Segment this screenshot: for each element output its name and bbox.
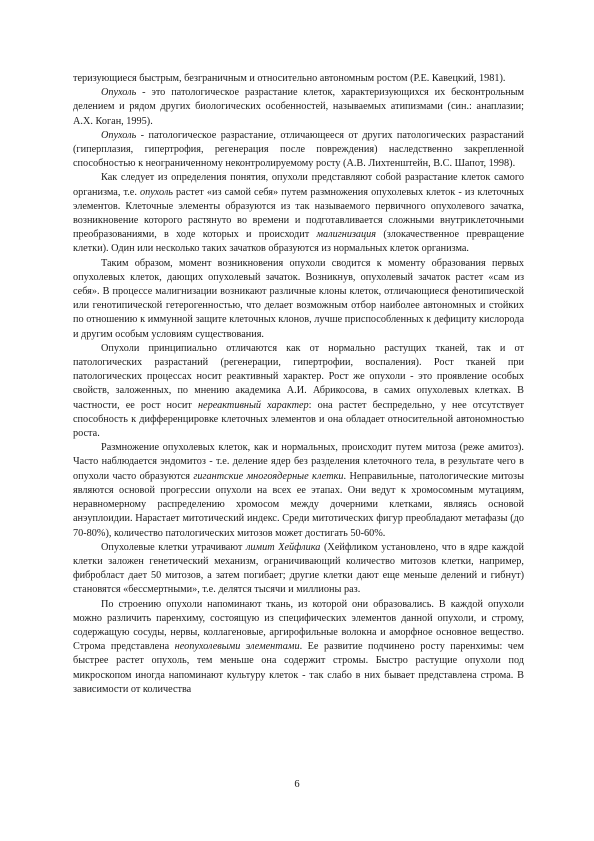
text-run: Размножение опухолевых клеток, как и нормальных, происходит путем митоза (реже амитоз). Часто наблюдается эндомитоз - т.е. деление ядер без разделения клеточного тела, в результате чего в опухоли часто образуются bbox=[73, 442, 524, 482]
paragraph bbox=[73, 541, 524, 598]
italic-term: Опухоль bbox=[101, 129, 137, 141]
italic-term: Опухоль bbox=[101, 87, 137, 99]
italic-term: лимит Хейфлика bbox=[245, 541, 321, 553]
document-body bbox=[73, 72, 524, 697]
text-run: (злокачественное превращение клетки). Один или несколько таких зачатков образуются из нормальных клеток организма. bbox=[73, 229, 525, 255]
text-run: - это патологическое разрастание клеток, характеризующихся их бесконтрольным делением и рядом других биологических особенностей, называемых атипизмами (син.: анаплазии; А.Х. Коган, 1995). bbox=[73, 87, 524, 127]
paragraph bbox=[73, 72, 524, 86]
text-run: (Хейфликом установлено, что в ядре каждой клетки заложен генетический механизм, ограничивающий количество митозов клетки, например, фибробласт дает 50 митозов, а затем погибает; другие клетки дают еще меньше делений и гибнут) становятся «бессмертными», т.е. делятся тысячи и миллионы раз. bbox=[73, 541, 525, 596]
text-run: теризующиеся быстрым, безграничным и относительно автономным ростом (Р.Е. Кавецкий, 1981). bbox=[73, 73, 506, 84]
italic-term: неопухолевыми элементами bbox=[174, 641, 300, 653]
text-run: . Неправильные, патологические митозы являются основой прогрессии опухоли на всех ее этапах. Они ведут к хромосомным мутациям, неравномерному распределению хромосом между дочерними клетками, являясь основой анэуплоидии. Нарастает митотический индекс. Среди митотических фигур преобладают метафазы (до 70-80%), количество патологических митозов может достигать 50-60%. bbox=[73, 470, 524, 539]
text-run: Таким образом, момент возникновения опухоли сводится к моменту образования первых опухолевых клеток, дающих опухолевый зачаток. Возникнув, опухолевый зачаток растет «сам из себя». В процессе малигнизации возникают различные клоны клеток, отличающиеся фенотипической или генотипической гетерогенностью, что делает возможным отбор наиболее автономных и стойких по отношению к иммунной защите клеточных клонов, лучше приспособленных к дефициту кислорода и другим особым условиям существования. bbox=[73, 257, 524, 340]
paragraph bbox=[73, 86, 524, 129]
italic-term: малигнизация bbox=[316, 229, 377, 241]
paragraph bbox=[73, 257, 524, 342]
text-run: Как следует из определения понятия, опухоли представляют собой разрастание клеток самого организма, т.е. bbox=[73, 172, 524, 198]
italic-term: нереактивный характер bbox=[197, 399, 309, 411]
text-run: растет «из самой себя» путем размножения опухолевых клеток - из клеточных элементов. Клеточные элементы образуются из так называемого первичного опухолевого зачатка, возникновение которого растянуто во времени и подготавливается сложными внутриклеточными преобразованиями, в ходе которых и происходит bbox=[73, 186, 524, 241]
italic-term: гигантские многоядерные клетки bbox=[193, 470, 344, 482]
text-run: По строению опухоли напоминают ткань, из которой они образовались. В каждой опухоли можно различить паренхиму, состоящую из специфических элементов данной опухоли, и строму, содержащую сосуды, нервы, коллагеновые, аргирофильные волокна и аморфное основное вещество. Строма представлена bbox=[73, 598, 524, 653]
paragraph bbox=[73, 171, 524, 256]
text-run: Опухолевые клетки утрачивают bbox=[101, 541, 246, 553]
text-run: : она растет беспредельно, у нее отсутствует способность к дифференцировке клеточных элементов и она обладает относительной автономностью роста. bbox=[73, 399, 524, 440]
text-run: Опухоли принципиально отличаются как от нормально растущих тканей, так и от патологических разрастаний (регенерации, гипертрофии, воспаления). Рост тканей при патологических процессах носит реактивный характер. Рост же опухоли - это проявление особых свойств, заложенных, по мнению академика А.И. Абрикосова, в самих опухолевых клетках. В частности, ее рост носит bbox=[73, 342, 524, 411]
paragraph bbox=[73, 342, 524, 441]
page-number: 6 bbox=[294, 779, 300, 790]
paragraph bbox=[73, 129, 524, 172]
italic-term: опухоль bbox=[139, 186, 173, 198]
text-run: - патологическое разрастание, отличающееся от других патологических разрастаний (гиперплазия, гипертрофия, регенерация после повреждения) наследственно закрепленной способностью к неограниченному неконтролируемому росту (А.В. Лихтенштейн, В.С. Шапот, 1998). bbox=[73, 129, 524, 170]
paragraph bbox=[73, 598, 524, 697]
paragraph bbox=[73, 441, 524, 540]
text-run: . Ее развитие подчинено росту паренхимы: чем быстрее растет опухоль, тем меньше она содержит стромы. Быстро растущие опухоли под микроскопом иногда напоминают культуру клеток - так слабо в них бывает представлена строма. В зависимости от количества bbox=[73, 641, 525, 695]
